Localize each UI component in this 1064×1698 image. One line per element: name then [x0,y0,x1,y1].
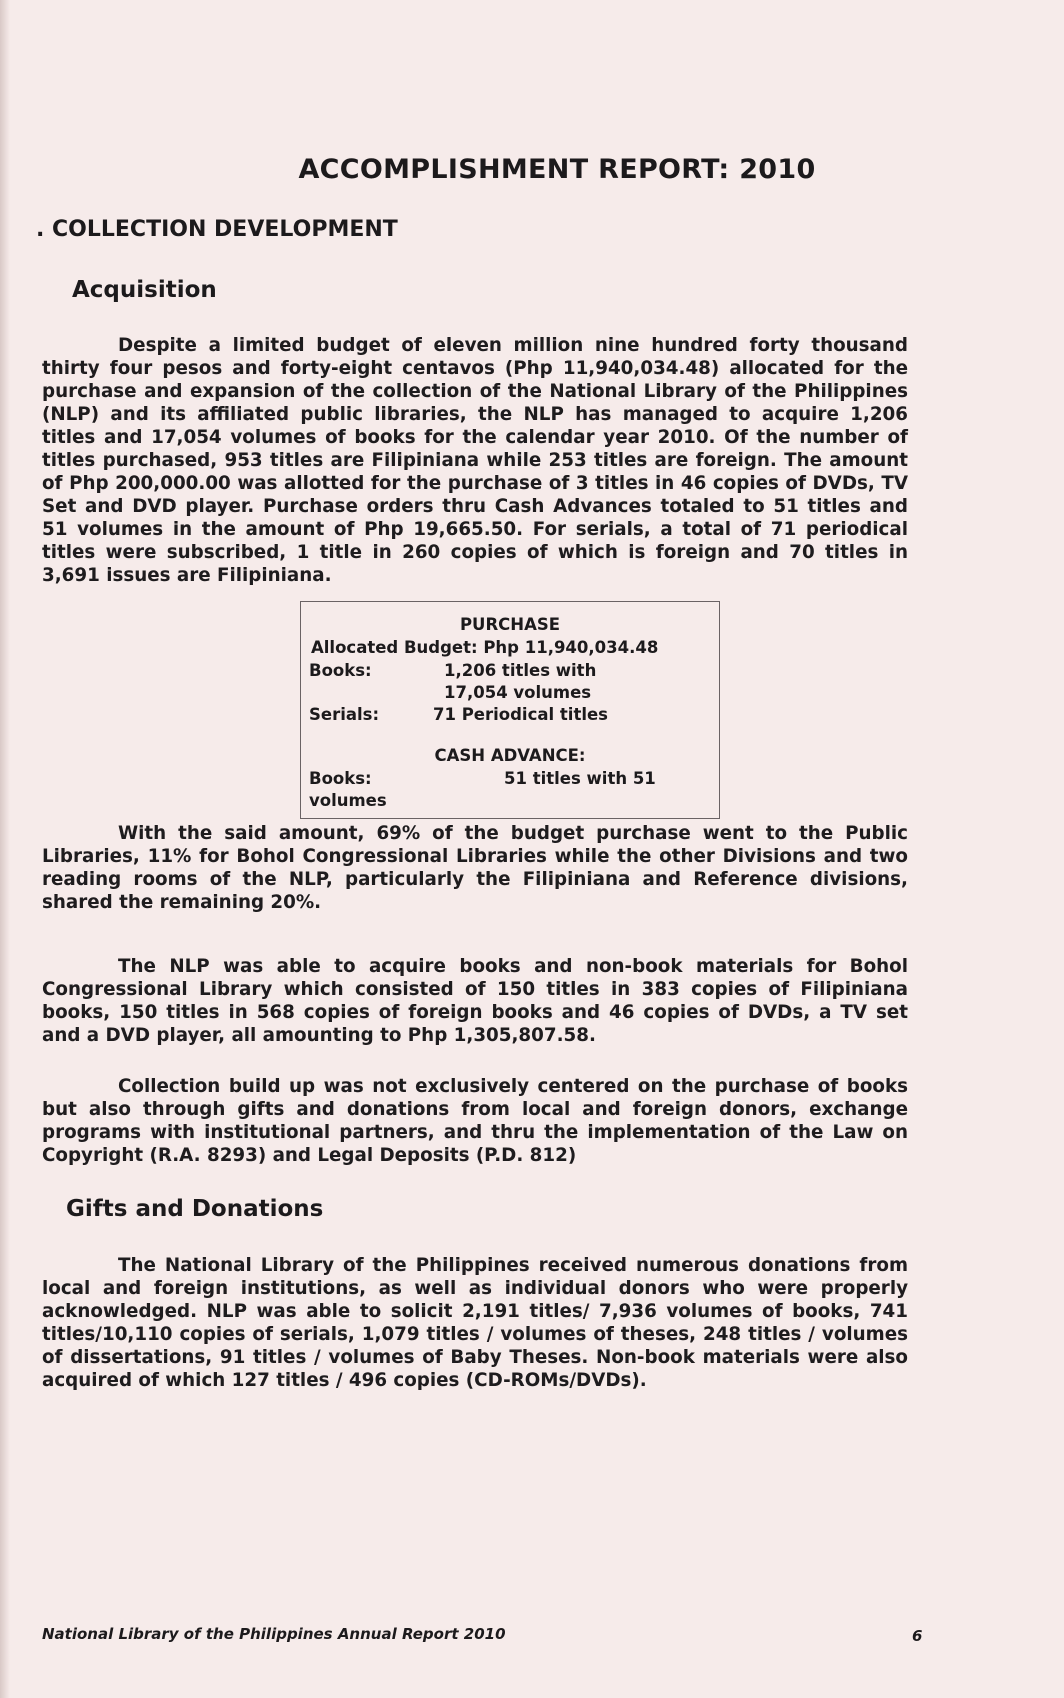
section-heading: . COLLECTION DEVELOPMENT [36,217,398,242]
serials-value: 71 Periodical titles [433,705,608,724]
books-label: Books: [309,661,372,680]
cash-books-cont: volumes [309,791,387,810]
purchase-heading: PURCHASE [459,615,561,634]
allocated-budget: Allocated Budget: Php 11,940,034.48 [311,638,659,657]
acquisition-paragraph-1-text: Despite a limited budget of eleven million nine hundred forty thousand thirty four pesos and forty-eight centavos (Php 11,940,034.48) allocated for the purchase and expansion of the collection of the National Library of the Philippines (NLP) and its affiliated public libraries, the NLP has managed to acquire 1,206 titles and 17,054 volumes of books for the calendar year 2010. Of the number of titles purchased, 953 titles are Filipiniana while 253 titles are foreign. The amount of Php 200,000.00 was allotted for the purchase of 3 titles in 46 copies of DVDs, TV Set and DVD player. Purchase orders thru Cash Advances totaled to 51 titles and 51 volumes in the amount of Php 19,665.50. For serials, a total of 71 periodical titles were subscribed, 1 title in 260 copies of which is foreign and 70 titles in 3,691 issues are Filipiniana. [42,335,908,586]
acquisition-heading: Acquisition [72,277,217,303]
serials-label: Serials: [309,705,380,724]
cash-books-value: 51 titles with 51 [504,769,656,788]
books-value-1: 1,206 titles with [444,661,597,680]
acquisition-paragraph-2 [42,822,908,914]
acquisition-paragraph-3 [42,955,908,1047]
gifts-paragraph-1 [42,1254,908,1392]
acquisition-paragraph-4 [42,1075,908,1167]
purchase-summary-box [300,601,720,819]
acquisition-paragraph-2-text: With the said amount, 69% of the budget purchase went to the Public Libraries, 11% for Bohol Congressional Libraries while the other Divisions and two reading rooms of the NLP, particularly the Filipiniana and Reference divisions, shared the remaining 20%. [42,823,908,913]
acquisition-paragraph-4-text: Collection build up was not exclusively centered on the purchase of books but also through gifts and donations from local and foreign donors, exchange programs with institutional partners, and thru the implementation of the Law on Copyright (R.A. 8293) and Legal Deposits (P.D. 812) [42,1076,908,1166]
page-number: 6 [912,1627,923,1645]
gifts-paragraph-1-text: The National Library of the Philippines received numerous donations from local and foreign institutions, as well as individual donors who were properly acknowledged. NLP was able to solicit 2,191 titles/ 7,936 volumes of books, 741 titles/10,110 copies of serials, 1,079 titles / volumes of theses, 248 titles / volumes of dissertations, 91 titles / volumes of Baby Theses. Non-book materials were also acquired of which 127 titles / 496 copies (CD-ROMs/DVDs). [42,1255,908,1391]
page-title: ACCOMPLISHMENT REPORT: 2010 [298,154,816,185]
cash-advance-heading: CASH ADVANCE: [434,746,586,765]
cash-books-label: Books: [309,769,372,788]
acquisition-paragraph-3-text: The NLP was able to acquire books and non-book materials for Bohol Congressional Library which consisted of 150 titles in 383 copies of Filipiniana books, 150 titles in 568 copies of foreign books and 46 copies of DVDs, a TV set and a DVD player, all amounting to Php 1,305,807.58. [42,956,908,1046]
gifts-heading: Gifts and Donations [66,1196,324,1222]
page-spine-shadow [0,0,10,1698]
footer-publication: National Library of the Philippines Annual Report 2010 [42,1625,506,1643]
acquisition-paragraph-1 [42,334,908,587]
books-value-2: 17,054 volumes [444,683,592,702]
